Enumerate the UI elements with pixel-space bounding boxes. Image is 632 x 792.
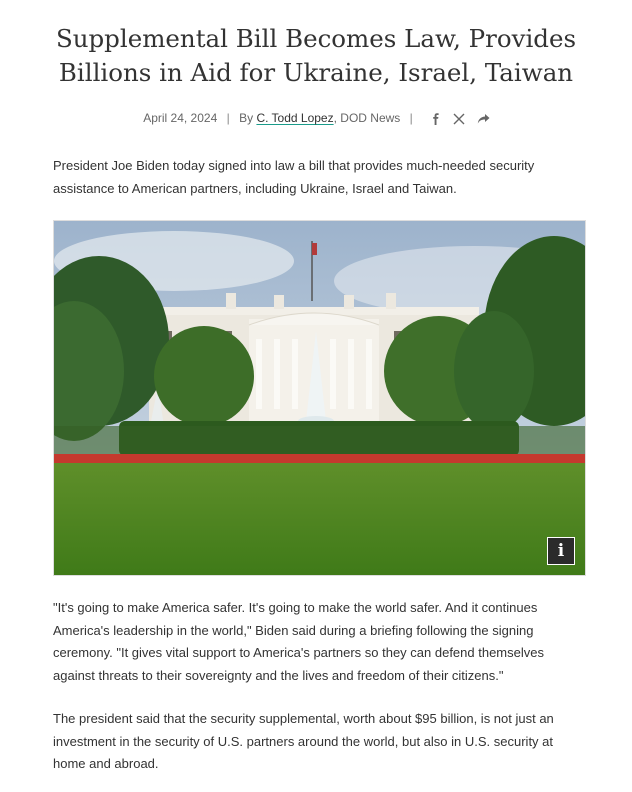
article-meta [0,110,632,126]
byline-source: , DOD News [333,111,401,125]
article-paragraph-2: "It's going to make America safer. It's going to make the world safer. And it continues America's leadership in the world," Biden said during a briefing following the signing ceremony. "It gives vital support to America's partners so they can defend themselves against threats to their sovereignty and the lives and freedom of their citizens." [53,600,544,683]
publish-date: April 24, 2024 [143,111,218,125]
meta-separator-2: | [409,111,413,125]
byline-prefix: By [239,111,254,125]
meta-separator: | [226,111,230,125]
x-icon[interactable] [453,113,465,125]
article-title: Supplemental Bill Becomes Law, Provides Billions in Aid for Ukraine, Israel, Taiwan [55,24,577,87]
share-arrow-icon[interactable] [477,113,489,125]
article-paragraph-1: President Joe Biden today signed into law a bill that provides much-needed security assistance to American partners, including Ukraine, Israel and Taiwan. [53,158,535,196]
image-info-button[interactable]: i [547,537,575,565]
facebook-icon[interactable] [430,113,442,125]
author-link[interactable]: C. Todd Lopez [256,111,334,125]
white-house-photo [53,220,586,576]
article-paragraph-3: The president said that the security supplemental, worth about $95 billion, is not just an investment in the security of U.S. partners around the world, but also in U.S. security at home and abroad. [53,711,554,771]
